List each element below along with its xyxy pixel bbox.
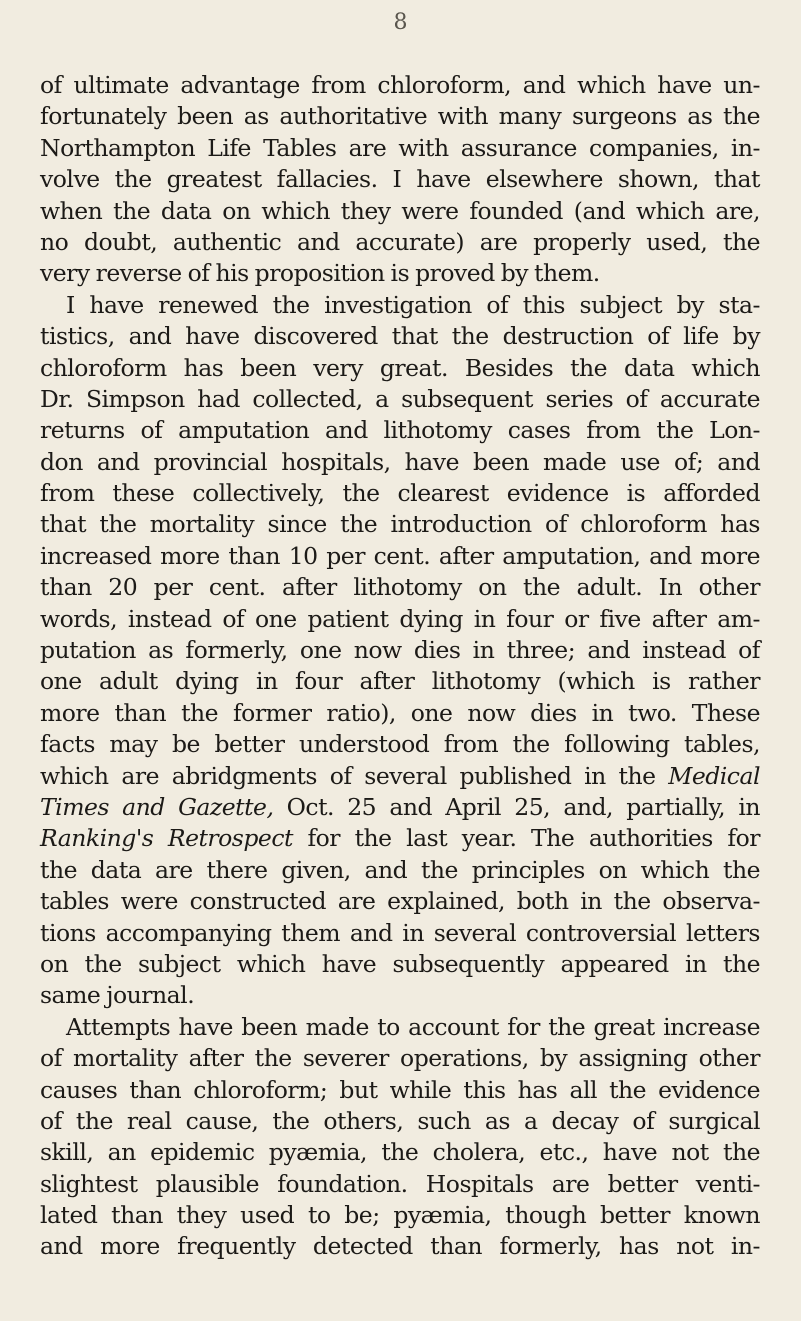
text-line [40,886,760,917]
text-line [40,572,760,603]
text-segment: same journal. [40,981,195,1010]
text-segment: when the data on which they were founded (and which are, [40,196,760,225]
paragraph [40,70,760,290]
text-line [40,384,760,415]
text-line [40,729,760,760]
text-line [40,918,760,949]
text-line [40,70,760,101]
text-line [40,761,760,792]
body-text [40,70,760,1263]
text-segment: more than the former ratio), one now dies in two. These [40,698,760,727]
text-segment: Northampton Life Tables are with assurance companies, in- [40,133,760,162]
text-segment: no doubt, authentic and accurate) are properly used, the [40,227,760,256]
text-line [40,698,760,729]
text-segment: facts may be better understood from the following tables, [40,730,760,759]
text-line [40,353,760,384]
text-segment: that the mortality since the introduction of chloroform has [40,510,760,539]
text-line [40,227,760,258]
text-segment: on the subject which have subsequently appeared in the [40,949,760,978]
text-segment: of the real cause, the others, such as a decay of surgical [40,1106,760,1135]
text-segment: tions accompanying them and in several controversial letters [40,918,760,947]
text-line [40,1012,760,1043]
text-segment: Dr. Simpson had collected, a subsequent series of accurate [40,384,760,413]
text-line [40,290,760,321]
text-line [40,196,760,227]
text-line [40,855,760,886]
italic-phrase: Ranking's Retrospect [40,824,293,853]
text-line [40,258,760,289]
text-segment: which are abridgments of several published in the [40,761,669,790]
text-segment: slightest plausible foundation. Hospitals are better venti- [40,1169,760,1198]
text-line [40,101,760,132]
text-segment: the data are there given, and the principles on which the [40,855,760,884]
text-segment: skill, an epidemic pyæmia, the cholera, etc., have not the [40,1138,760,1167]
text-line [40,1137,760,1168]
text-line [40,478,760,509]
text-line [40,415,760,446]
text-segment: of mortality after the severer operations, by assigning other [40,1044,760,1073]
text-line [40,447,760,478]
page-number: 8 [393,10,408,35]
text-segment: increased more than 10 per cent. after amputation, and more [40,541,760,570]
text-line [40,635,760,666]
paragraph [40,1012,760,1263]
text-line [40,604,760,635]
text-segment: chloroform has been very great. Besides the data which [40,353,760,382]
text-line [40,1075,760,1106]
text-line [40,823,760,854]
text-line [40,666,760,697]
italic-phrase: Times and Gazette, [40,792,274,821]
text-segment: returns of amputation and lithotomy cases from the Lon- [40,416,760,445]
text-line [40,949,760,980]
text-segment: fortunately been as authoritative with many surgeons as the [40,102,760,131]
text-line [40,321,760,352]
text-line [40,980,760,1011]
text-line [40,1043,760,1074]
text-segment: very reverse of his proposition is proved by them. [40,259,600,288]
text-segment: one adult dying in four after lithotomy (which is rather [40,667,760,696]
text-segment: Oct. 25 and April 25, and, partially, in [273,792,761,821]
text-line [40,164,760,195]
text-line [40,509,760,540]
text-line [40,541,760,572]
text-segment: of ultimate advantage from chloroform, and which have un- [40,71,760,99]
text-line [40,133,760,164]
text-segment: volve the greatest fallacies. I have elsewhere shown, that [40,165,760,194]
text-line [40,1231,760,1262]
text-segment: lated than they used to be; pyæmia, though better known [40,1201,760,1230]
text-line [40,792,760,823]
text-segment: for the last year. The authorities for [292,824,760,853]
text-segment: I have renewed the investigation of this subject by sta- [66,290,760,319]
italic-phrase: Medical [668,761,760,790]
text-segment: and more frequently detected than formerly, has not in- [40,1232,760,1261]
text-segment: than 20 per cent. after lithotomy on the adult. In other [40,573,760,602]
text-segment: tistics, and have discovered that the destruction of life by [40,322,760,351]
text-segment: putation as formerly, one now dies in three; and instead of [40,636,760,665]
text-line [40,1200,760,1231]
text-line [40,1169,760,1200]
paragraph [40,290,760,1012]
text-line [40,1106,760,1137]
text-segment: words, instead of one patient dying in four or five after am- [40,604,760,633]
text-segment: from these collectively, the clearest evidence is afforded [40,479,760,508]
text-segment: tables were constructed are explained, both in the observa- [40,887,760,916]
text-segment: don and provincial hospitals, have been made use of; and [40,447,760,476]
text-segment: causes than chloroform; but while this has all the evidence [40,1075,760,1104]
text-segment: Attempts have been made to account for the great increase [66,1012,760,1041]
